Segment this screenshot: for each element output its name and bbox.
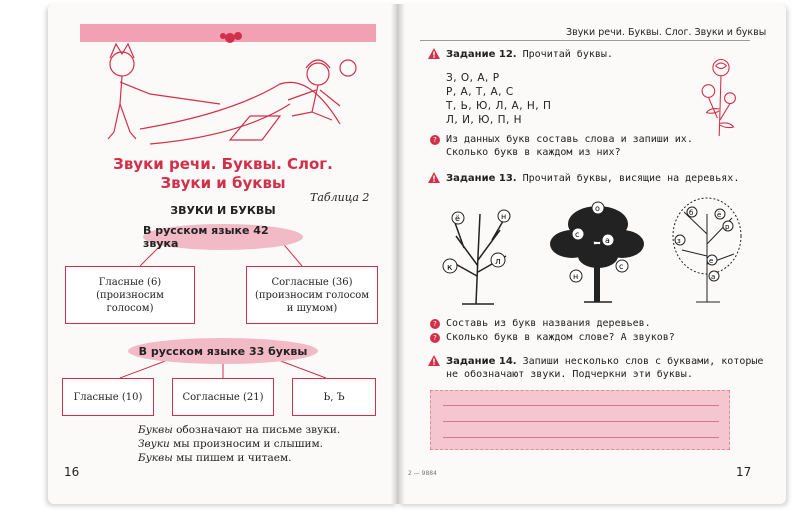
consonant-letters-box: Согласные (21) (172, 378, 274, 416)
tree1-letter-1: к (447, 263, 453, 273)
consonant-sounds-line3: и шумом) (286, 302, 338, 314)
task-14-text-line1: Запиши несколько слов с буквами, которые (522, 356, 764, 367)
warning-triangle-icon (428, 172, 440, 183)
running-head: Звуки речи. Буквы. Слог. Звуки и буквы (566, 27, 767, 38)
note-text-3: мы пишем и читаем. (172, 452, 292, 464)
task-12-question-1: Из данных букв составь слова и запиши их. (446, 134, 693, 145)
note-word-1: Буквы (138, 424, 173, 436)
tree3-letter-6: а (711, 273, 716, 281)
tree3-letter-1: б (689, 209, 694, 217)
tree3-letter-4: з (677, 237, 681, 245)
writing-line-3 (443, 437, 719, 438)
task-13-question-1: Составь из букв названия деревьев. (446, 318, 651, 329)
letters-count-oval: В русском языке 33 буквы (128, 338, 318, 364)
letter-row-1: З, О, А, Р (446, 72, 500, 84)
task-14-text-line2: не обозначают звуки. Подчеркни эти буквы. (446, 369, 693, 380)
page-number-right: 17 (736, 465, 752, 479)
lesson-title-line1: Звуки речи. Буквы. Слог. (113, 155, 333, 173)
letter-row-3: Т, Ь, Ю, Л, А, Н, П (446, 100, 552, 112)
tree1-letter-3: ё (455, 214, 460, 223)
letter-row-2: Р, А, Т, А, С (446, 86, 514, 98)
left-page (48, 4, 398, 504)
birch-tree-illustration (662, 194, 752, 304)
lesson-title-line2: Звуки и буквы (160, 174, 286, 192)
task-13-text: Прочитай буквы, висящие на деревьях. (522, 173, 740, 184)
table-title: ЗВУКИ И БУКВЫ (170, 204, 276, 217)
tree2-letter-2: с (575, 230, 580, 239)
task-13-question-2: Сколько букв в каждом слове? А звуков? (446, 332, 675, 343)
print-code: 2 — 9884 (408, 470, 437, 477)
vowel-sounds-box (65, 266, 195, 324)
right-page (398, 4, 786, 504)
question-dot-icon: ? (430, 333, 440, 343)
task-13-label: Задание 13. (446, 173, 517, 184)
tree3-letter-2: ё (717, 211, 722, 219)
writing-line-1 (443, 405, 719, 406)
running-head-rule (420, 40, 750, 41)
open-textbook (8, 4, 792, 514)
note-word-2: Звуки (138, 438, 170, 450)
book-gutter (391, 4, 405, 504)
vowel-sounds-line1: Гласные (6) (98, 276, 162, 288)
warning-triangle-icon (428, 355, 440, 366)
tree3-letter-5: е (709, 257, 714, 265)
note-line-2 (138, 438, 323, 450)
warning-triangle-icon (428, 48, 440, 59)
consonant-sounds-line2: (произносим голосом (254, 289, 370, 301)
rose-illustration (694, 54, 748, 146)
tree2-letter-3: а (605, 236, 610, 245)
question-dot-icon: ? (430, 319, 440, 329)
tree2-letter-1: о (595, 204, 600, 213)
tree1-letter-2: л (495, 257, 501, 267)
tree2-letter-5: с (619, 262, 624, 271)
task-13-heading (446, 173, 739, 184)
tree2-letter-4: н (573, 272, 579, 281)
note-word-3: Буквы (138, 452, 173, 464)
task-14-heading (446, 356, 763, 367)
task-14-label: Задание 14. (446, 356, 517, 367)
sounds-count-oval: В русском языке 42 звука (143, 224, 303, 250)
vowel-sounds-line2: (произносим (96, 289, 164, 301)
pine-tree-illustration (548, 194, 648, 304)
task-12-text: Прочитай буквы. (522, 49, 613, 60)
note-line-1 (138, 424, 340, 436)
note-line-3 (138, 452, 292, 464)
page-number-left: 16 (64, 465, 80, 479)
vowel-letters-box: Гласные (10) (62, 378, 154, 416)
consonant-sounds-box (246, 266, 378, 324)
question-dot-icon: ? (430, 135, 440, 145)
consonant-sounds-line1: Согласные (36) (271, 276, 353, 288)
writing-area[interactable] (430, 390, 730, 450)
note-text-2: мы произносим и слышим. (169, 438, 323, 450)
signs-letters-box: Ь, Ъ (292, 378, 376, 416)
task-12-question-2: Сколько букв в каждом из них? (446, 147, 621, 158)
vowel-sounds-line3: голосом) (106, 302, 154, 314)
task-12-label: Задание 12. (446, 49, 517, 60)
tree1-letter-4: н (501, 212, 507, 221)
tree3-letter-3: р (725, 223, 730, 231)
note-text-1: обозначают на письме звуки. (172, 424, 341, 436)
letter-row-4: Л, И, Ю, П, Н (446, 114, 523, 126)
task-12-heading (446, 49, 613, 60)
maple-tree-illustration (434, 196, 524, 306)
table-label: Таблица 2 (310, 191, 370, 204)
writing-line-2 (443, 421, 719, 422)
